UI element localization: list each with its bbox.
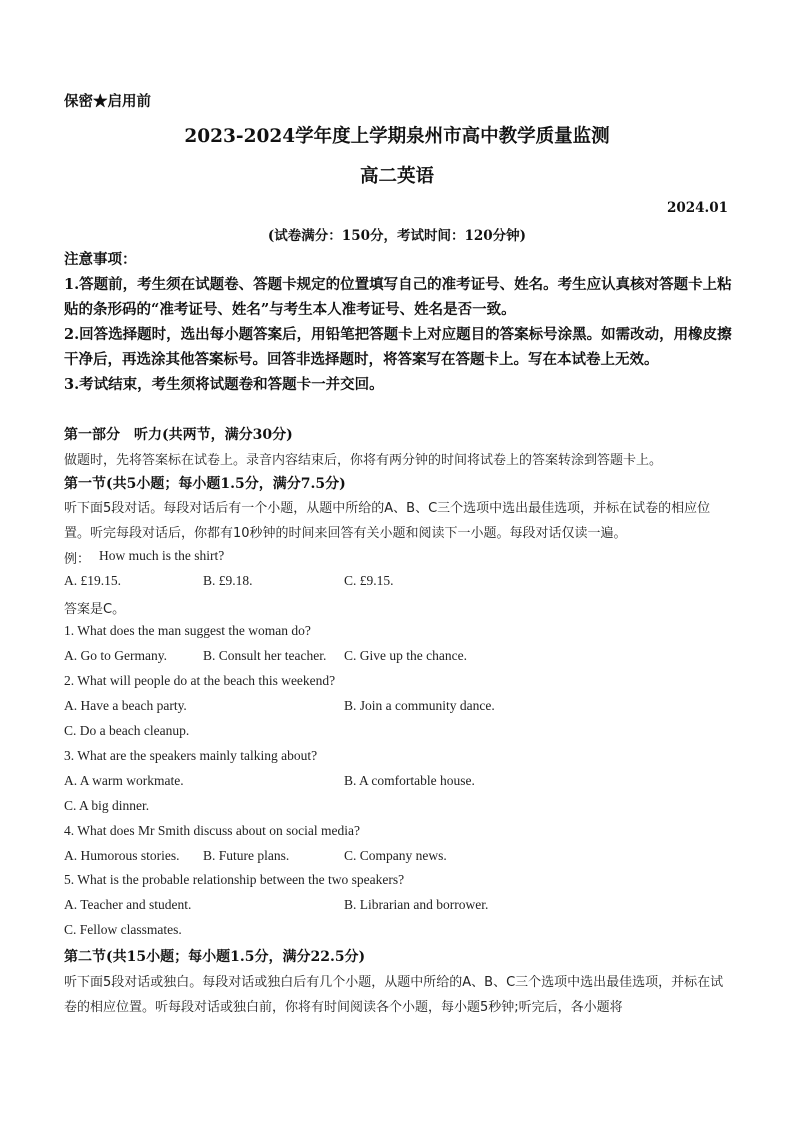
example-option-a: A. £19.15. [64, 573, 121, 588]
question-5: 5. What is the probable relationship between the two speakers? [64, 872, 405, 887]
part1-heading: 第一部分 听力(共两节，满分30分) [64, 427, 293, 443]
exam-title: 2023-2024学年度上学期泉州市高中教学质量监测 [184, 126, 610, 147]
q3-option-b: B. A comfortable house. [344, 773, 475, 788]
q4-option-c: C. Company news. [344, 848, 447, 863]
question-1: 1. What does the man suggest the woman do? [64, 623, 311, 638]
section2-instruction: 听下面5段对话或独白。每段对话或独白后有几个小题，从题中所给的A、B、C三个选项中选出最佳选项，并标在试卷的相应位置。听每段对话或独白前，你将有时间阅读各个小题，每小题5秒钟;听完后，各小题将 [64, 975, 724, 1015]
q1-option-b: B. Consult her teacher. [203, 648, 327, 663]
exam-date: 2024.01 [666, 200, 728, 216]
notes-heading: 注意事项： [64, 251, 137, 268]
confidential-mark: 保密★启用前 [64, 93, 151, 110]
q1-option-a: A. Go to Germany. [64, 648, 167, 663]
question-2: 2. What will people do at the beach this weekend? [64, 673, 336, 688]
exam-info: (试卷满分：150分，考试时间：120分钟) [267, 228, 527, 244]
part1-instruction: 做题时，先将答案标在试卷上。录音内容结束后，你将有两分钟的时间将试卷上的答案转涂到答题卡上。 [64, 453, 663, 468]
example-label: 例： [64, 552, 91, 567]
example-answer: 答案是C。 [64, 602, 126, 617]
q3-option-c: C. A big dinner. [64, 798, 150, 813]
q2-option-b: B. Join a community dance. [344, 698, 495, 713]
q2-option-a: A. Have a beach party. [64, 698, 187, 713]
q4-option-a: A. Humorous stories. [64, 848, 180, 863]
q2-option-c: C. Do a beach cleanup. [64, 723, 190, 738]
notes-block [64, 247, 734, 397]
q1-option-c: C. Give up the chance. [344, 648, 467, 663]
note-item-1: 1.答题前，考生须在试题卷、答题卡规定的位置填写自己的准考证号、姓名。考生应认真核对答题卡上粘贴的条形码的“准考证号、姓名”与考生本人准考证号、姓名是否一致。 [64, 276, 732, 318]
question-3: 3. What are the speakers mainly talking about? [64, 748, 318, 763]
section1-heading: 第一节(共5小题；每小题1.5分，满分7.5分) [64, 476, 346, 492]
question-4: 4. What does Mr Smith discuss about on social media? [64, 823, 360, 838]
example-question: How much is the shirt? [99, 548, 225, 563]
example-option-c: C. £9.15. [344, 573, 394, 588]
q4-option-b: B. Future plans. [203, 848, 290, 863]
q5-option-b: B. Librarian and borrower. [344, 897, 489, 912]
section2-heading: 第二节(共15小题；每小题1.5分，满分22.5分) [64, 949, 366, 965]
section1-instruction: 听下面5段对话。每段对话后有一个小题，从题中所给的A、B、C三个选项中选出最佳选项，并标在试卷的相应位置。听完每段对话后，你都有10秒钟的时间来回答有关小题和阅读下一小题。每段对话仅读一遍。 [64, 501, 711, 541]
note-item-3: 3.考试结束，考生须将试题卷和答题卡一并交回。 [64, 376, 384, 393]
q3-option-a: A. A warm workmate. [64, 773, 184, 788]
subject-title: 高二英语 [359, 166, 434, 187]
example-option-b: B. £9.18. [203, 573, 253, 588]
q5-option-c: C. Fellow classmates. [64, 922, 182, 937]
q5-option-a: A. Teacher and student. [64, 897, 192, 912]
note-item-2: 2.回答选择题时，选出每小题答案后，用铅笔把答题卡上对应题目的答案标号涂黑。如需改动，用橡皮擦干净后，再选涂其他答案标号。回答非选择题时，将答案写在答题卡上。写在本试卷上无效。 [64, 326, 732, 368]
